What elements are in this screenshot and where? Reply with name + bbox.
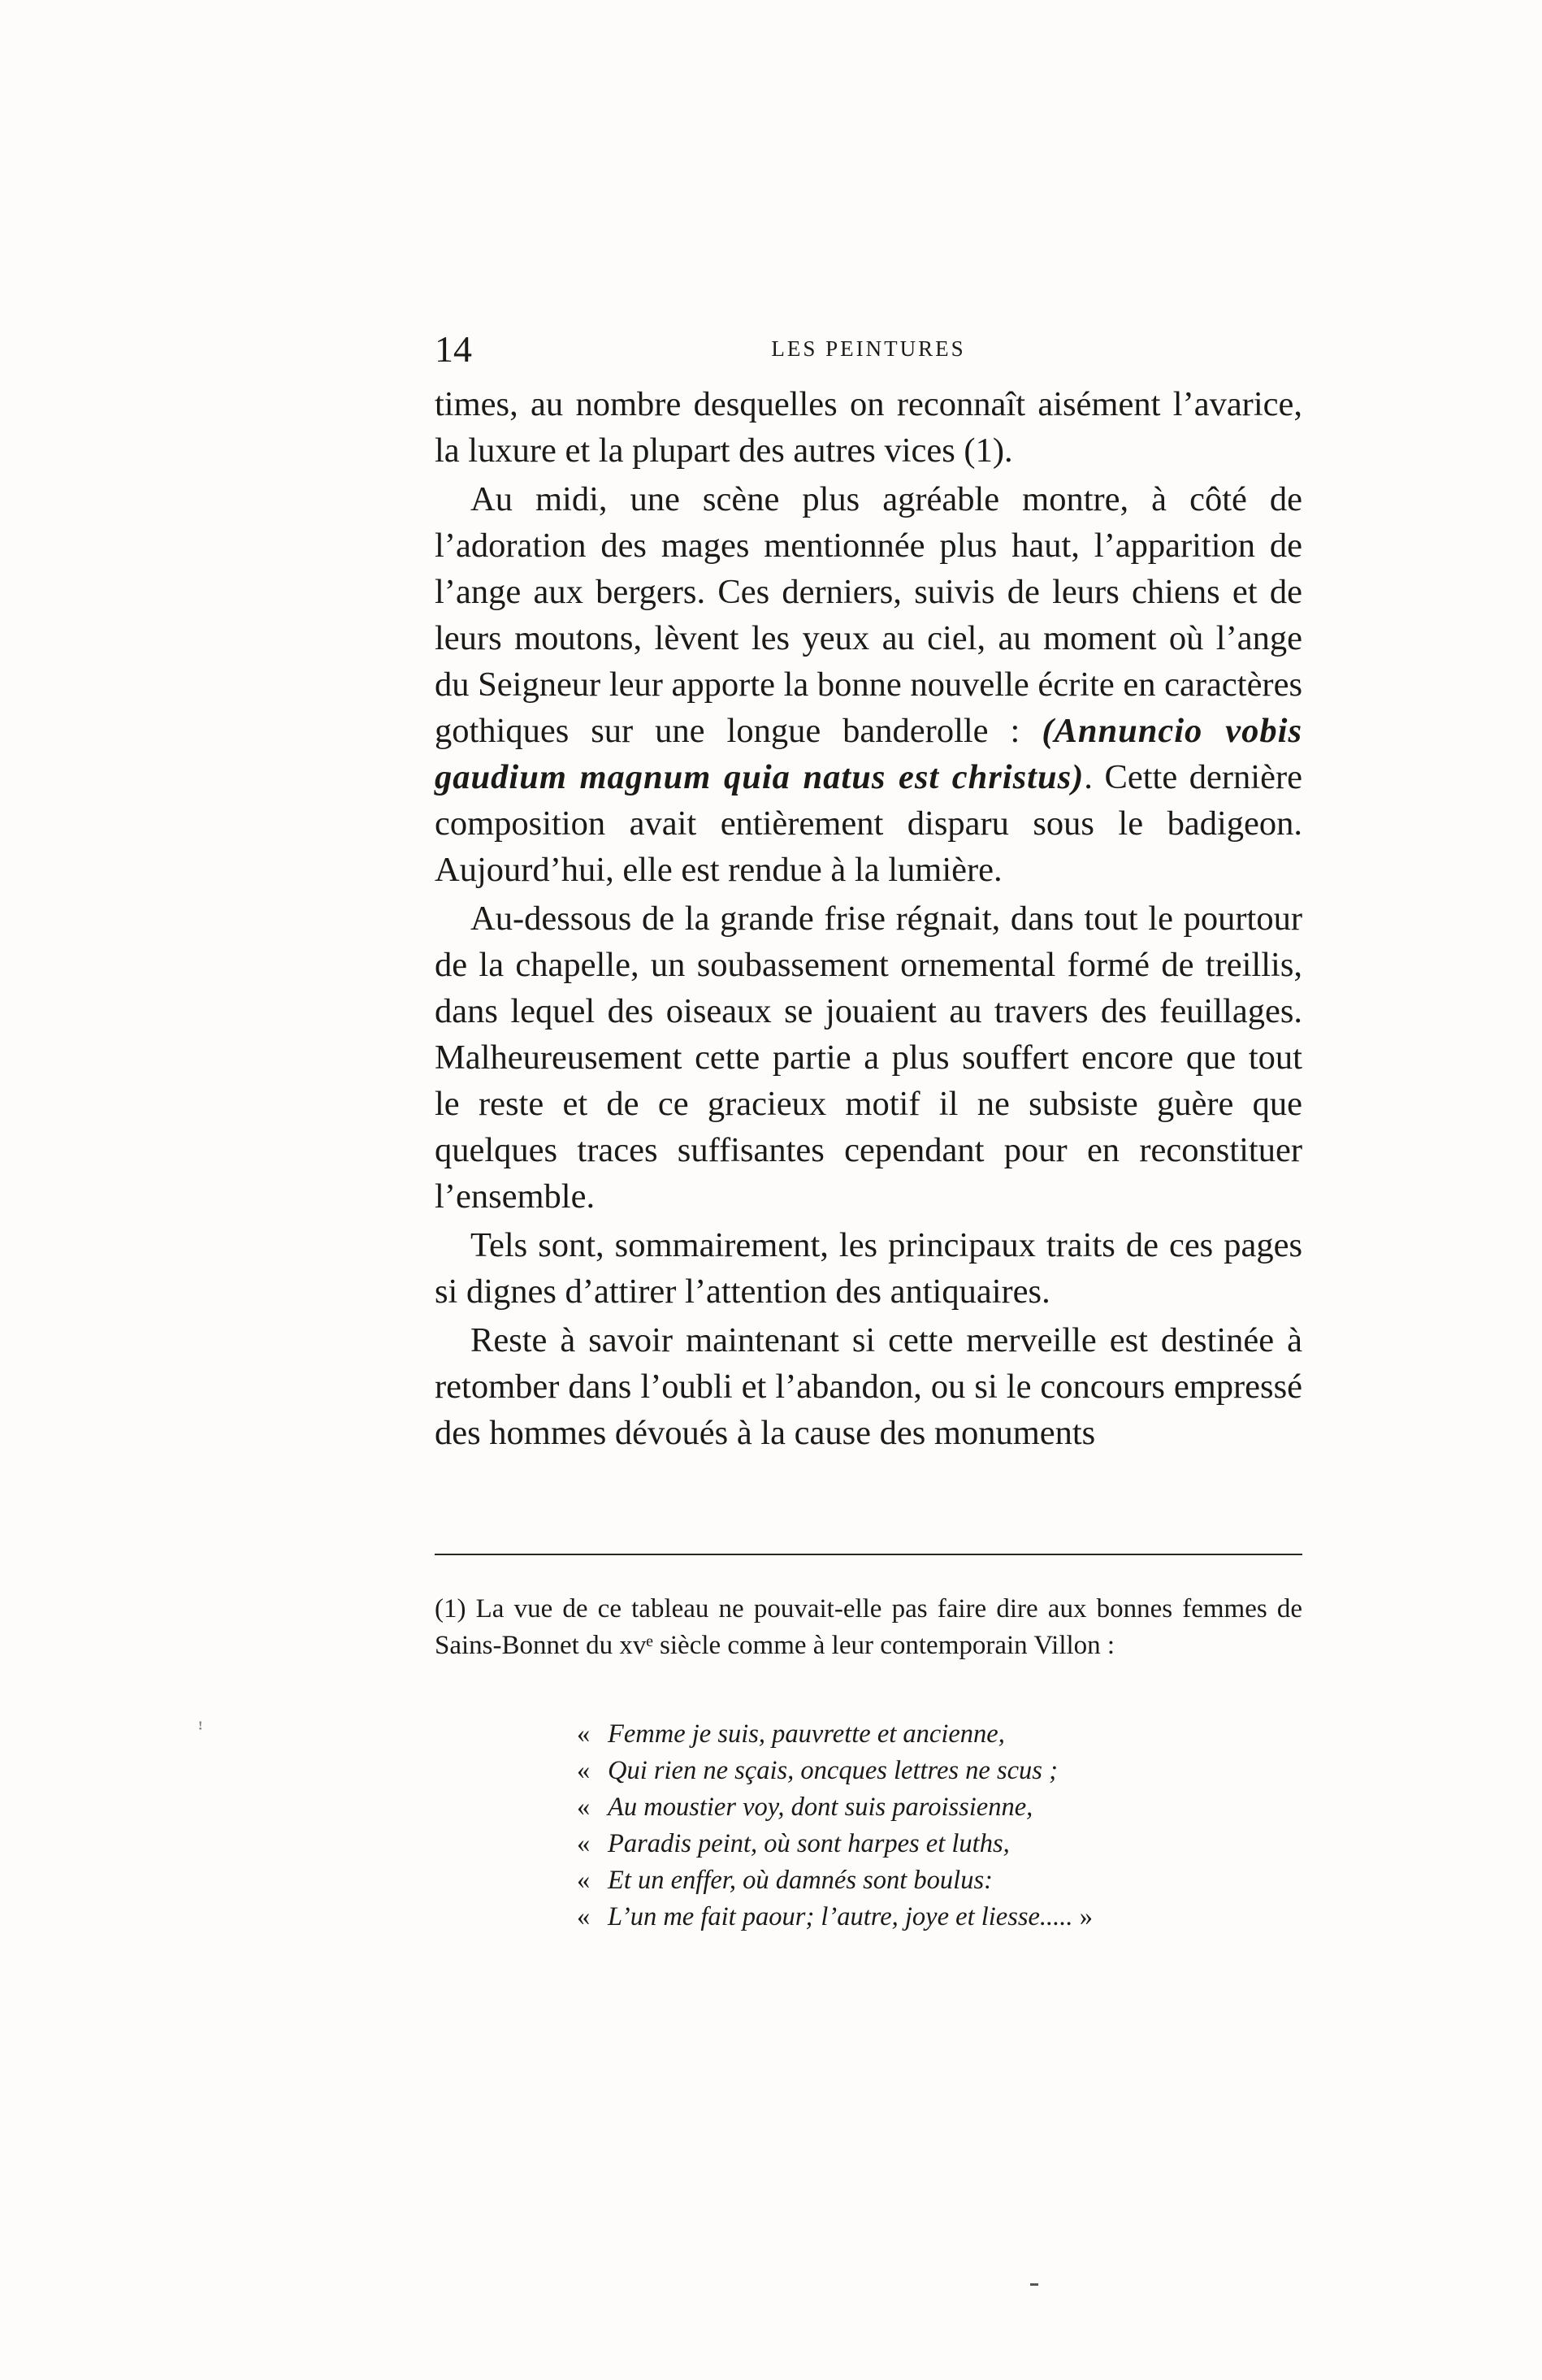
verse-line [577,1899,1292,1936]
verse-text: Paradis peint, où sont harpes et luths, [608,1829,1010,1858]
verse-line [577,1862,1292,1899]
opening-guillemet: « [577,1866,591,1895]
paragraph-text: Au midi, une scène plus agréable montre, à côté de l’adoration des mages mentionnée plus haut, l’apparition de l’ange aux bergers. Ces derniers, suivis de leurs chiens et de leurs moutons, lèvent les yeux au ciel, au moment où l’ange du Seigneur leur apporte la bonne nouvelle écrite en caractères gothiques sur une longue banderolle : [435,480,1302,750]
verse-quotation [577,1716,1292,1936]
stray-ink-mark: ꜝ [197,1721,204,1741]
verse-text: L’un me fait paour; l’autre, joye et liesse..... [608,1902,1073,1931]
closing-guillemet: » [1072,1902,1093,1931]
paragraph-text: Au-dessous de la grande frise régnait, dans tout le pourtour de la chapelle, un soubassement ornemental formé de treillis, dans lequel des oiseaux se jouaient au travers des feuillages. Malheureusement cette partie a plus souffert encore que tout le reste et de ce gracieux motif il ne subsiste guère que quelques traces suffisantes cependant pour en reconstituer l’ensemble. [435,900,1302,1216]
paragraph [435,895,1302,1220]
paragraph [435,1222,1302,1315]
verse-line [577,1826,1292,1862]
opening-guillemet: « [577,1756,591,1785]
verse-line [577,1753,1292,1789]
verse-text: Et un enffer, où damnés sont boulus: [608,1866,993,1895]
paragraph-text: Reste à savoir maintenant si cette merveille est destinée à retomber dans l’oubli et l’abandon, ou si le concours empressé des hommes dévoués à la cause des monuments [435,1321,1302,1452]
opening-guillemet: « [577,1902,591,1931]
verse-text: Qui rien ne sçais, oncques lettres ne scus ; [608,1756,1058,1785]
paragraph-text: times, au nombre desquelles on reconnaît aisément l’avarice, la luxure et la plupart des autres vices (1). [435,385,1302,470]
paragraph [435,1317,1302,1456]
paragraph-text: Tels sont, sommairement, les principaux traits de ces pages si dignes d’attirer l’attention des antiquaires. [435,1226,1302,1311]
gothic-inscription: (Annuncio vobis gaudium magnum quia natus est christus) [435,712,1302,796]
paragraph [435,381,1302,474]
stray-ink-dot [1030,2283,1038,2286]
verse-text: Au moustier voy, dont suis paroissienne, [608,1793,1033,1822]
verse-line [577,1716,1292,1753]
paragraph-text: . Cette dernière composition avait entièrement disparu sous le badigeon. Aujourd’hui, elle est rendue à la lumière. [435,758,1302,889]
opening-guillemet: « [577,1793,591,1822]
opening-guillemet: « [577,1829,591,1858]
page-number: 14 [435,328,472,370]
opening-guillemet: « [577,1719,591,1749]
footnote-intro: (1) La vue de ce tableau ne pouvait-elle pas faire dire aux bonnes femmes de Sains-Bonnet du xvᵉ siècle comme à leur contemporain Villon : [435,1594,1302,1660]
body-text [435,381,1302,1456]
footnote-divider [435,1554,1302,1555]
footnote [435,1591,1302,1664]
paragraph [435,476,1302,893]
verse-line [577,1789,1292,1826]
page-header [435,329,1302,370]
verse-text: Femme je suis, pauvrette et ancienne, [608,1719,1005,1749]
running-title: LES PEINTURES [771,336,966,361]
